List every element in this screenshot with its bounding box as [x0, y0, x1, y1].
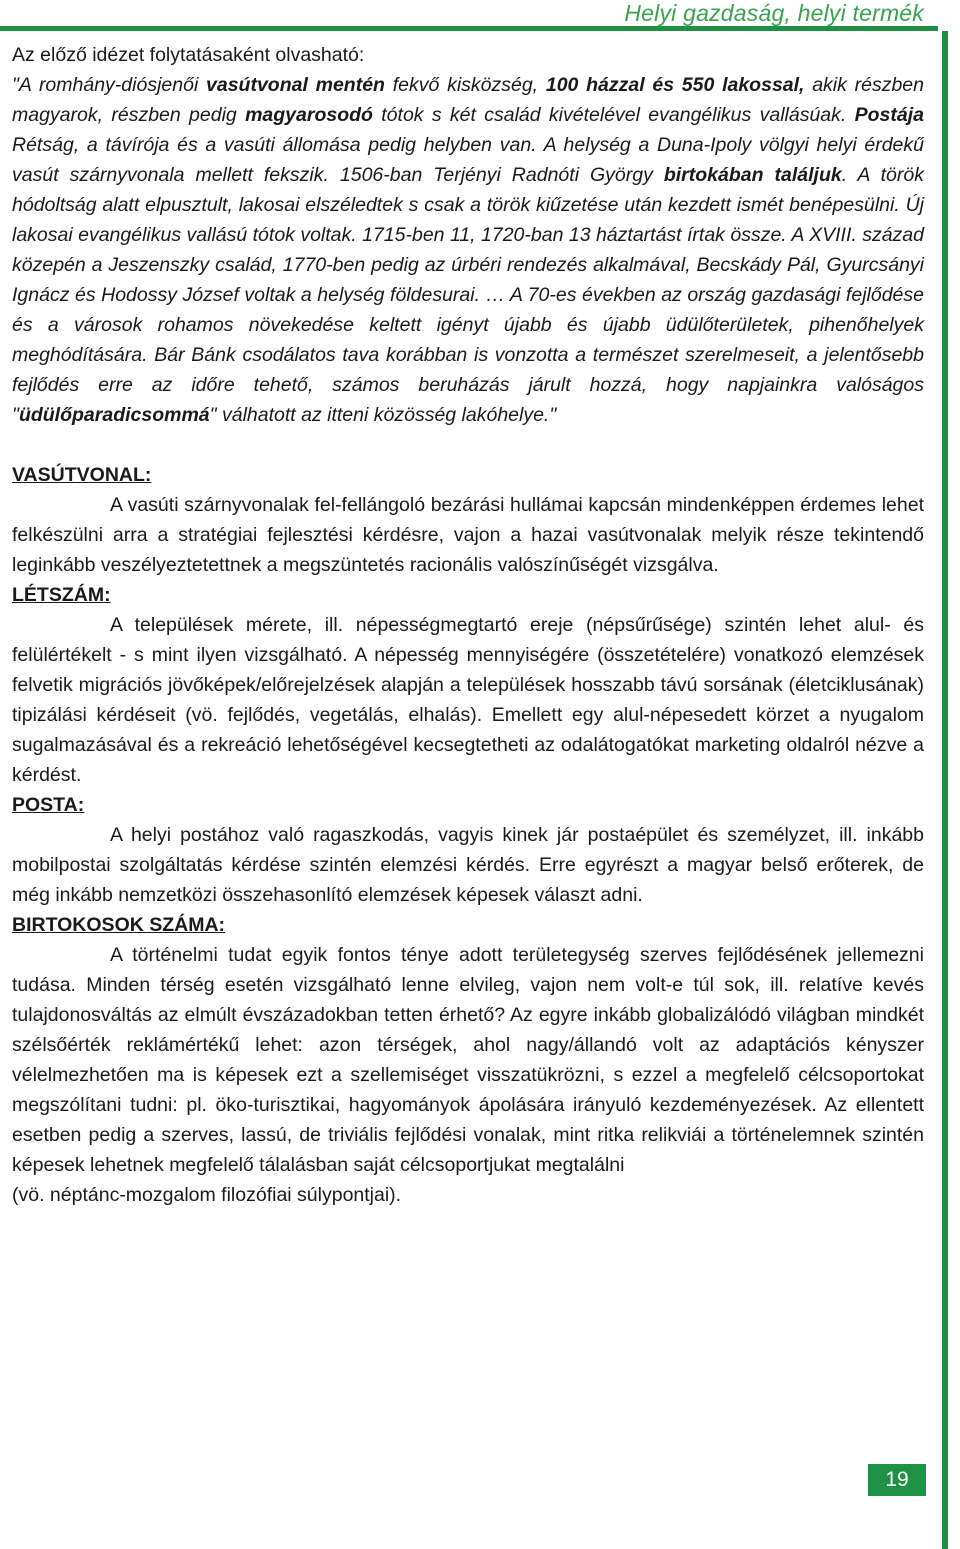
- page-content: [12, 40, 924, 1210]
- quote-emphasis: vasútvonal mentén: [206, 74, 385, 96]
- section-tail: (vö. néptánc-mozgalom filozófiai súlypontjai).: [12, 1184, 402, 1206]
- quote-text: tótok s két család kivételével evangélikus vallásúak.: [372, 104, 855, 126]
- quote-text: "A romhány-diósjenői: [12, 74, 207, 96]
- side-bar: [942, 31, 948, 1549]
- intro-lead: Az előző idézet folytatásaként olvasható:: [12, 44, 365, 66]
- quote-emphasis: Postája: [854, 104, 924, 126]
- section-letszam: [12, 580, 924, 790]
- section-body: A történelmi tudat egyik fontos ténye adott területegység szerves fejlődésének jellemezni tudása. Minden térség esetén vizsgálható lenne elvileg, vajon nem volt-e túl sok, ill. relatíve kevés tulajdonosváltás az elmúlt évszázadokban tetten érhető? Az egyre inkább globalizálódó világban mindkét szélsőérték reklámértékű lehet: azon térségek, ahol nagy/állandó volt az adaptációs kényszer vélelmezhetően ma is képesek ezt a szellemiséget visszatükrözni, s ezzel a megfelelő célcsoportokat megszólítani tudni: pl. öko-turisztikai, hagyományok ápolására irányuló kezdeményezések. Az ellentett esetben pedig a szerves, lassú, de triviális fejlődési vonalak, mint ritka relikviái a történelemnek szintén képesek lehetnek megfelelő tálalásban saját célcsoportjukat megtalálni: [12, 944, 924, 1176]
- quote-emphasis: 100 házzal és 550 lakossal,: [545, 74, 805, 96]
- intro-quote: [12, 70, 924, 430]
- section-heading: LÉTSZÁM:: [12, 584, 111, 606]
- section-posta: [12, 790, 924, 910]
- quote-text: fekvő kisközség,: [384, 74, 546, 96]
- header-rule: [0, 26, 938, 31]
- section-body: A települések mérete, ill. népességmegtartó ereje (népsűrűsége) szintén lehet alul- és felülértékelt - s mint ilyen vizsgálható. A népesség mennyiségére (összetételére) vonatkozó elemzések felvetik migrációs jövőképek/előrejelzések alapján a települések hosszabb távú sorsának (életciklusának) tipizálási kérdéseit (vö. fejlődés, vegetálás, elhalás). Emellett egy alul-népesedett körzet a nyugalom sugalmazásával és a rekreáció lehetőségével kecsegtetheti az odalátogatókat marketing oldalról nézve a kérdést.: [12, 614, 924, 786]
- quote-text: . A török hódoltság alatt elpusztult, lakosai elszéledtek s csak a török kiűzetése után kezdett ismét benépesülni. Új lakosai evangélikus vallású tótok voltak. 1715-ben 11, 1720-ban 13 háztartást írtak össze. A XVIII. század közepén a Jeszenszky család, 1770-ben pedig az úrbéri rendezés alkalmával, Becskády Pál, Gyurcsányi Ignácz és Hodossy József voltak a helység földesurai. … A 70-es években az ország gazdasági fejlődése és a városok rohamos növekedése keltett igényt újabb és újabb üdülőterületek, pihenőhelyek meghódítására. Bár Bánk csodálatos tava korábban is vonzotta a természet szerelmeseit, a jelentősebb fejlődés erre az időre tehető, számos beruházás járult hozzá, hogy napjainkra valóságos ": [12, 164, 924, 426]
- section-gap: [12, 430, 924, 460]
- section-body: A vasúti szárnyvonalak fel-fellángoló bezárási hullámai kapcsán mindenképpen érdemes lehet felkészülni arra a stratégiai fejlesztési kérdésre, vajon a hazai vasútvonalak melyik része tekintendő leginkább veszélyeztetettnek a megszüntetés racionális valószínűségét vizsgálva.: [12, 494, 924, 576]
- quote-text: Rétság, a távírója és a vasúti állomása pedig helyben van. A helység a Duna-Ipoly völgyi helyi érdekű vasút szárnyvonala mellett fekszik. 1506-ban Terjényi Radnóti György: [12, 134, 924, 186]
- section-vasutvonal: [12, 460, 924, 580]
- page-number: 19: [868, 1464, 926, 1496]
- quote-emphasis: magyarosodó: [245, 104, 373, 126]
- section-heading: BIRTOKOSOK SZÁMA:: [12, 914, 226, 936]
- quote-text: " válhatott az itteni közösség lakóhelye.": [209, 404, 557, 426]
- section-heading: POSTA:: [12, 794, 85, 816]
- running-header: Helyi gazdaság, helyi termék: [624, 0, 924, 26]
- quote-text: akik részben magyarok, részben pedig: [12, 74, 924, 126]
- section-body: A helyi postához való ragaszkodás, vagyis kinek jár postaépület és személyzet, ill. inkább mobilpostai szolgáltatás kérdése szintén elemzési kérdés. Erre egyrészt a magyar belső erőterek, de még inkább nemzetközi összehasonlító elemzések képesek választ adni.: [12, 824, 924, 906]
- section-heading: VASÚTVONAL:: [12, 464, 152, 486]
- section-birtokosok: [12, 910, 924, 1210]
- quote-emphasis: üdülőparadicsommá: [18, 404, 210, 426]
- quote-emphasis: birtokában találjuk: [663, 164, 842, 186]
